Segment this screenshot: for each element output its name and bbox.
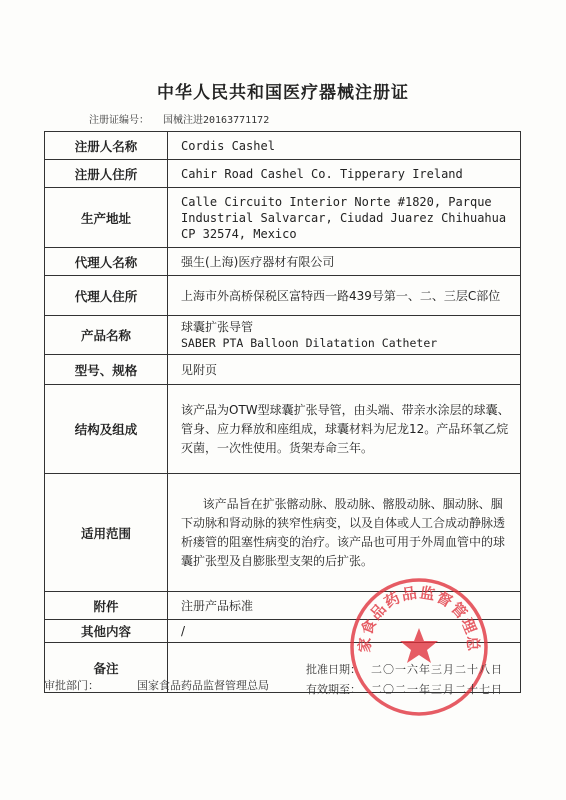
row-label: 型号、规格 xyxy=(45,355,168,385)
registration-number-label: 注册证编号： xyxy=(89,115,149,126)
table-row xyxy=(45,385,521,474)
approval-department: 国家食品药品监督管理总局 xyxy=(137,679,269,692)
table-row xyxy=(45,355,521,385)
approval-department-line xyxy=(44,677,269,693)
row-label: 其他内容 xyxy=(45,620,168,643)
product-name-en: SABER PTA Balloon Dilatation Catheter xyxy=(181,336,438,350)
table-row xyxy=(45,188,521,248)
official-seal xyxy=(344,572,494,726)
row-label: 代理人住所 xyxy=(45,276,168,316)
registration-number: 国械注进20163771172 xyxy=(163,115,270,126)
table-row xyxy=(45,316,521,355)
row-label: 附件 xyxy=(45,592,168,620)
approval-date: 二〇一六年三月二十八日 xyxy=(371,663,503,676)
row-value: 注册产品标准 xyxy=(168,592,521,620)
row-label: 适用范围 xyxy=(45,474,168,592)
row-value: 上海市外高桥保税区富特西一路439号第一、二、三层C部位 xyxy=(168,276,521,316)
approval-date-line xyxy=(306,661,503,677)
svg-text:国家食品药品监督管理总局: 家食品药品监督管理总 xyxy=(355,583,483,653)
row-label: 产品名称 xyxy=(45,316,168,355)
expiry-date: 二〇二一年三月二十七日 xyxy=(371,683,503,696)
row-value: 该产品为OTW型球囊扩张导管，由头端、带亲水涂层的球囊、管身、应力释放和座组成，球囊材料为尼龙12。产品环氧乙烷灭菌，一次性使用。货架寿命三年。 xyxy=(168,385,521,474)
row-label: 备注 xyxy=(45,643,168,693)
expiry-date-label: 有效期至： xyxy=(306,683,361,696)
table-row xyxy=(45,248,521,276)
table-row xyxy=(45,160,521,188)
row-label: 注册人住所 xyxy=(45,160,168,188)
row-value: Cordis Cashel xyxy=(168,132,521,160)
row-value xyxy=(168,316,521,355)
row-value: 见附页 xyxy=(168,355,521,385)
row-value: 强生(上海)医疗器材有限公司 xyxy=(168,248,521,276)
row-label: 生产地址 xyxy=(45,188,168,248)
row-value: 该产品旨在扩张髂动脉、股动脉、髂股动脉、腘动脉、腘下动脉和肾动脉的狭窄性病变，以及自体或人工合成动静脉透析瘘管的阻塞性病变的治疗。该产品也可用于外周血管中的球囊扩张型及自膨胀型支架的后扩张。 xyxy=(168,474,521,592)
registration-number-line xyxy=(89,111,269,126)
table-row xyxy=(45,276,521,316)
row-label: 结构及组成 xyxy=(45,385,168,474)
row-label: 注册人名称 xyxy=(45,132,168,160)
row-value: Cahir Road Cashel Co. Tipperary Ireland xyxy=(168,160,521,188)
row-value: / xyxy=(168,620,521,643)
product-name-cn: 球囊扩张导管 xyxy=(181,320,254,334)
row-label: 代理人名称 xyxy=(45,248,168,276)
row-value: Calle Circuito Interior Norte #1820, Parque Industrial Salvarcar, Ciudad Juarez Chihuahua CP 32574, Mexico xyxy=(168,188,521,248)
approval-department-label: 审批部门： xyxy=(44,679,99,692)
seal-icon xyxy=(344,572,494,722)
expiry-date-line xyxy=(306,681,503,697)
approval-date-label: 批准日期： xyxy=(306,663,361,676)
table-row xyxy=(45,132,521,160)
certificate-title: 中华人民共和国医疗器械注册证 xyxy=(157,83,409,103)
